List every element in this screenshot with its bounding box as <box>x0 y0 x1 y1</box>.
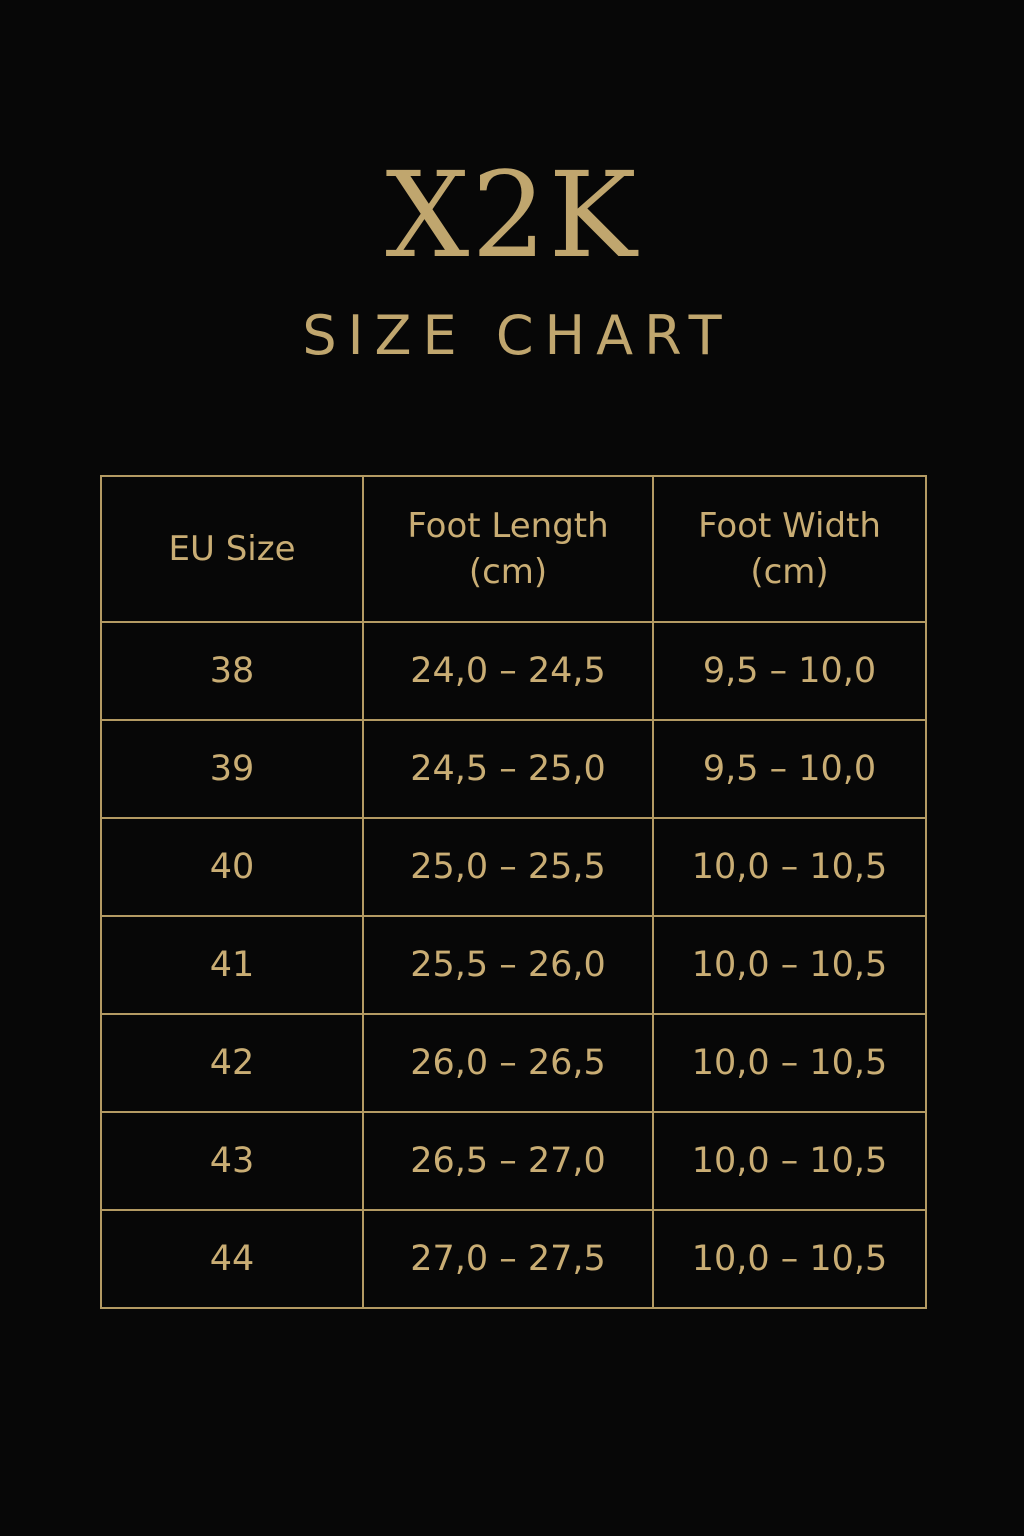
cell-foot-length: 25,0 – 25,5 <box>363 818 653 916</box>
cell-foot-width: 9,5 – 10,0 <box>653 720 926 818</box>
cell-eu-size: 44 <box>101 1210 363 1308</box>
cell-eu-size: 38 <box>101 622 363 720</box>
header-foot-length <box>363 476 653 622</box>
cell-eu-size: 40 <box>101 818 363 916</box>
cell-eu-size: 41 <box>101 916 363 1014</box>
cell-foot-width: 10,0 – 10,5 <box>653 1210 926 1308</box>
table-header-row <box>101 476 926 622</box>
cell-foot-length: 27,0 – 27,5 <box>363 1210 653 1308</box>
table-row <box>101 1112 926 1210</box>
table-row <box>101 720 926 818</box>
cell-foot-width: 10,0 – 10,5 <box>653 916 926 1014</box>
page-title: SIZE CHART <box>302 304 733 367</box>
table-row <box>101 916 926 1014</box>
cell-eu-size: 43 <box>101 1112 363 1210</box>
header-eu-size-label: EU Size <box>168 529 296 569</box>
cell-foot-width: 10,0 – 10,5 <box>653 1112 926 1210</box>
cell-foot-length: 25,5 – 26,0 <box>363 916 653 1014</box>
table-row <box>101 818 926 916</box>
table-row <box>101 622 926 720</box>
table-row <box>101 1014 926 1112</box>
cell-eu-size: 39 <box>101 720 363 818</box>
table-row <box>101 1210 926 1308</box>
cell-foot-width: 10,0 – 10,5 <box>653 818 926 916</box>
cell-foot-length: 24,5 – 25,0 <box>363 720 653 818</box>
header-foot-width-label: Foot Width <box>698 506 881 546</box>
header-foot-width-unit: (cm) <box>750 552 829 592</box>
header-foot-width <box>653 476 926 622</box>
header-eu-size <box>101 476 363 622</box>
header-foot-length-unit: (cm) <box>468 552 548 592</box>
cell-foot-width: 10,0 – 10,5 <box>653 1014 926 1112</box>
header-foot-length-label: Foot Length <box>407 506 609 546</box>
size-chart-table <box>100 475 927 1309</box>
cell-foot-length: 24,0 – 24,5 <box>363 622 653 720</box>
cell-foot-width: 9,5 – 10,0 <box>653 622 926 720</box>
brand-logo: X2K <box>385 146 639 284</box>
cell-eu-size: 42 <box>101 1014 363 1112</box>
cell-foot-length: 26,0 – 26,5 <box>363 1014 653 1112</box>
cell-foot-length: 26,5 – 27,0 <box>363 1112 653 1210</box>
